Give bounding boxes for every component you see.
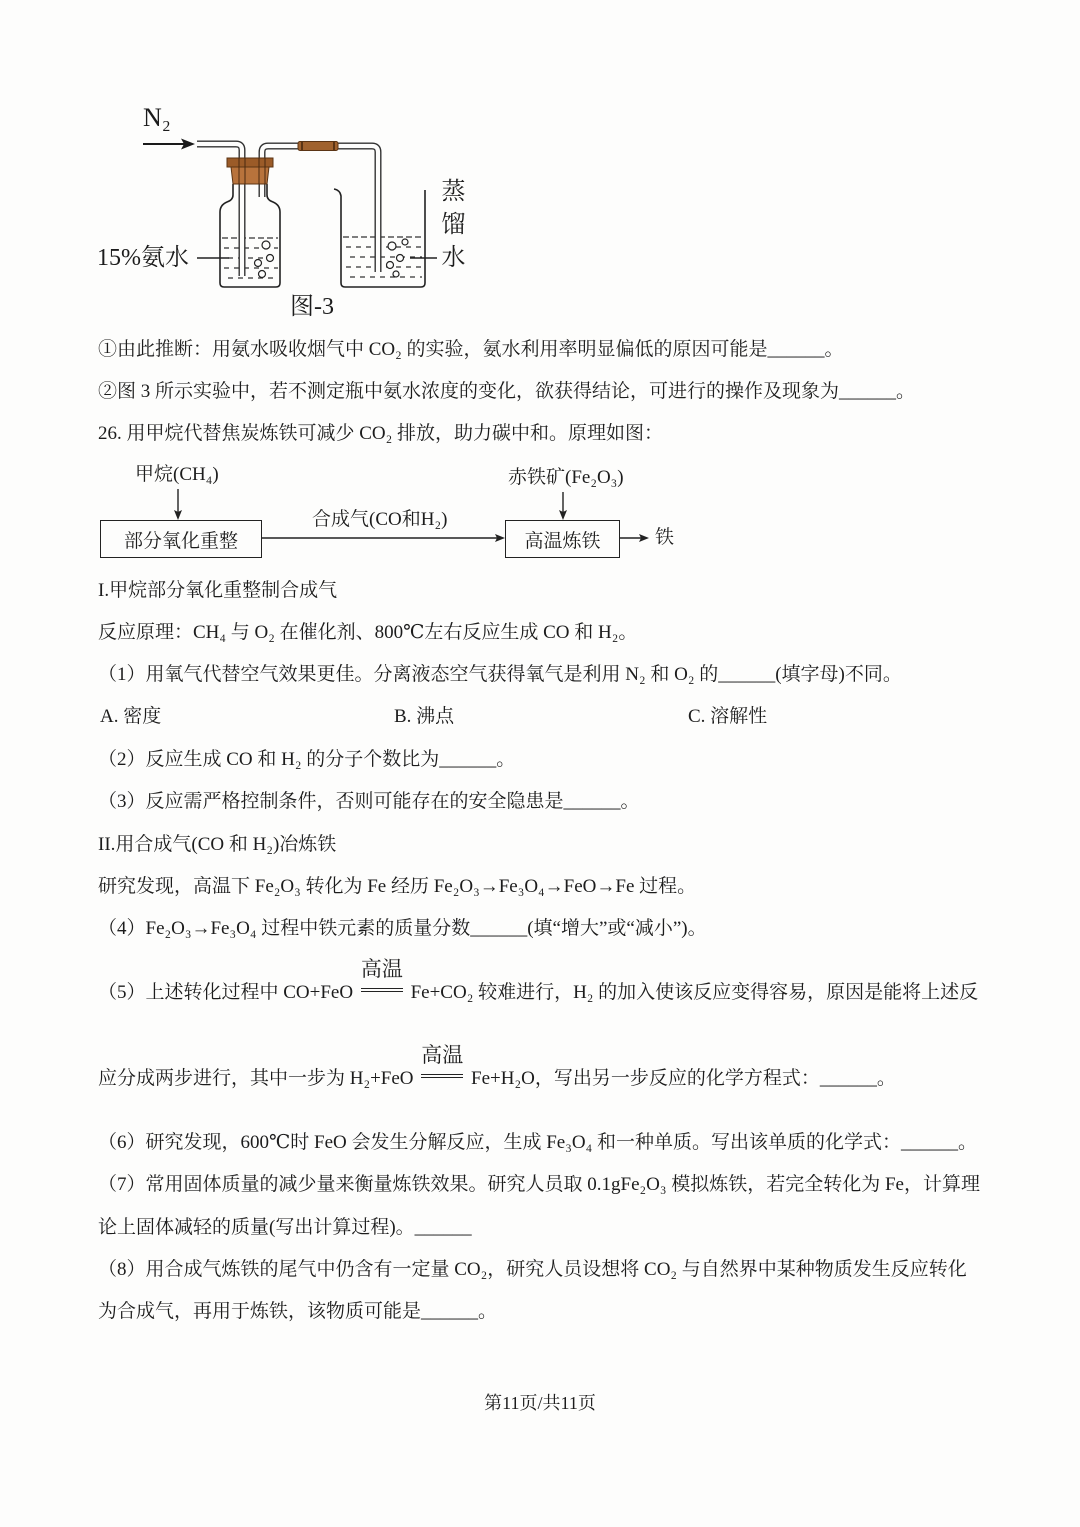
question-8-line-2: 为合成气，再用于炼铁，该物质可能是______。	[98, 1301, 498, 1322]
arrow-methane-to-reforming	[174, 489, 182, 520]
reaction-condition-text: 高温	[360, 957, 403, 981]
option-a: A. 密度	[100, 706, 162, 727]
question-1: （1）用氧气代替空气效果更佳。分离液态空气获得氧气是利用 N₂ 和 O₂ 的______(填字母)不同。	[98, 664, 902, 685]
rubber-connector	[298, 142, 338, 151]
page-number: 第11页/共11页	[484, 1393, 596, 1413]
double-equals-bar	[361, 988, 403, 992]
flow-step-partial-oxidation: 部分氧化重整	[123, 530, 238, 552]
flow-step-smelting-box	[505, 520, 620, 558]
question-7-line-2: 论上固体减轻的质量(写出计算过程)。______	[98, 1217, 472, 1238]
stopper-plug	[231, 167, 269, 184]
research-finding: 研究发现，高温下 Fe₂O₃ 转化为 Fe 经历 Fe₂O₃→Fe₃O₄→FeO→Fe 过程。	[98, 876, 697, 897]
question-7-line-1: （7）常用固体质量的减少量来衡量炼铁效果。研究人员取 0.1gFe₂O₃ 模拟炼铁，若完全转化为 Fe，计算理	[98, 1174, 980, 1195]
flow-step-smelting: 高温炼铁	[524, 530, 601, 552]
rubber-stopper	[227, 158, 273, 184]
question-5-line-1	[98, 957, 979, 1006]
stopper-top	[227, 158, 273, 167]
bubble	[388, 242, 396, 250]
question-1-options	[100, 704, 982, 730]
option-c: C. 溶解性	[688, 706, 768, 727]
bubble	[387, 262, 394, 269]
part-ii-heading: II.用合成气(CO 和 H₂)冶炼铁	[98, 834, 337, 855]
flow-step-partial-oxidation-box	[100, 520, 262, 558]
question-5-line-2	[98, 1043, 896, 1092]
bubble	[267, 255, 274, 262]
double-equals-bar	[421, 1074, 463, 1078]
arrow-syngas-to-smelting	[262, 534, 505, 542]
figure-caption: 图-3	[290, 294, 334, 320]
q5-line2-before: 应分成两步进行，其中一步为 H₂+FeO	[98, 1068, 414, 1089]
arrow-smelting-to-iron	[620, 534, 649, 542]
connector-body	[298, 142, 338, 151]
question-2: （2）反应生成 CO 和 H₂ 的分子个数比为______。	[98, 749, 516, 770]
flow-input-hematite: 赤铁矿(Fe₂O₃)	[508, 467, 624, 488]
gas-washing-bottle	[220, 184, 280, 287]
reaction-condition-sign	[418, 1043, 466, 1087]
q25-item-1: ①由此推断：用氨水吸收烟气中 CO₂ 的实验，氨水利用率明显偏低的原因可能是______。	[98, 339, 844, 360]
flow-output-iron: 铁	[655, 527, 675, 548]
q25-item-2: ②图 3 所示实验中，若不测定瓶中氨水浓度的变化，欲获得结论，可进行的操作及现象为______。	[98, 381, 916, 402]
q5-line1-after: Fe+CO₂ 较难进行，H₂ 的加入使该反应变得容易，原因是能将上述反	[410, 982, 979, 1003]
option-b: B. 沸点	[394, 706, 455, 727]
bubble	[397, 255, 404, 262]
reaction-condition-text: 高温	[421, 1043, 464, 1067]
q26-stem: 26. 用甲烷代替焦炭炼铁可减少 CO₂ 排放，助力碳中和。原理如图：	[98, 423, 664, 444]
reaction-principle: 反应原理：CH₄ 与 O₂ 在催化剂、800℃左右反应生成 CO 和 H₂。	[98, 622, 638, 643]
q5-line1-before: （5）上述转化过程中 CO+FeO	[98, 982, 354, 1003]
flow-intermediate-syngas: 合成气(CO和H₂)	[312, 509, 448, 530]
ammonia-solution-label: 15%氨水	[97, 245, 189, 271]
beaker-bubbles	[387, 239, 409, 277]
flow-input-methane: 甲烷(CH₄)	[135, 464, 219, 485]
bubble	[255, 260, 262, 267]
arrow-hematite-to-smelting	[559, 492, 567, 520]
distilled-water-liquid	[343, 237, 423, 277]
question-6: （6）研究发现，600℃时 FeO 会发生分解反应，生成 Fe₃O₄ 和一种单质。写出该单质的化学式：______。	[98, 1132, 977, 1153]
bubble	[262, 241, 270, 249]
bubble	[393, 271, 399, 277]
question-3: （3）反应需严格控制条件，否则可能存在的安全隐患是______。	[98, 791, 640, 812]
part-i-heading: I.甲烷部分氧化重整制合成气	[98, 580, 338, 601]
reaction-condition-sign	[358, 957, 406, 1001]
bottle-bubbles	[255, 241, 274, 278]
distilled-water-label: 蒸馏水	[437, 178, 463, 277]
bubble	[259, 271, 266, 278]
nitrogen-gas-label: N₂	[143, 103, 171, 132]
q5-line2-after: Fe+H₂O，写出另一步反应的化学方程式：______。	[471, 1068, 896, 1089]
bubble	[402, 239, 408, 245]
question-8-line-1: （8）用合成气炼铁的尾气中仍含有一定量 CO₂，研究人员设想将 CO₂ 与自然界中某种物质发生反应转化	[98, 1259, 967, 1280]
gas-inlet-arrow	[143, 139, 195, 150]
question-4: （4）Fe₂O₃→Fe₃O₄ 过程中铁元素的质量分数______(填“增大”或“减小”)。	[98, 918, 707, 939]
